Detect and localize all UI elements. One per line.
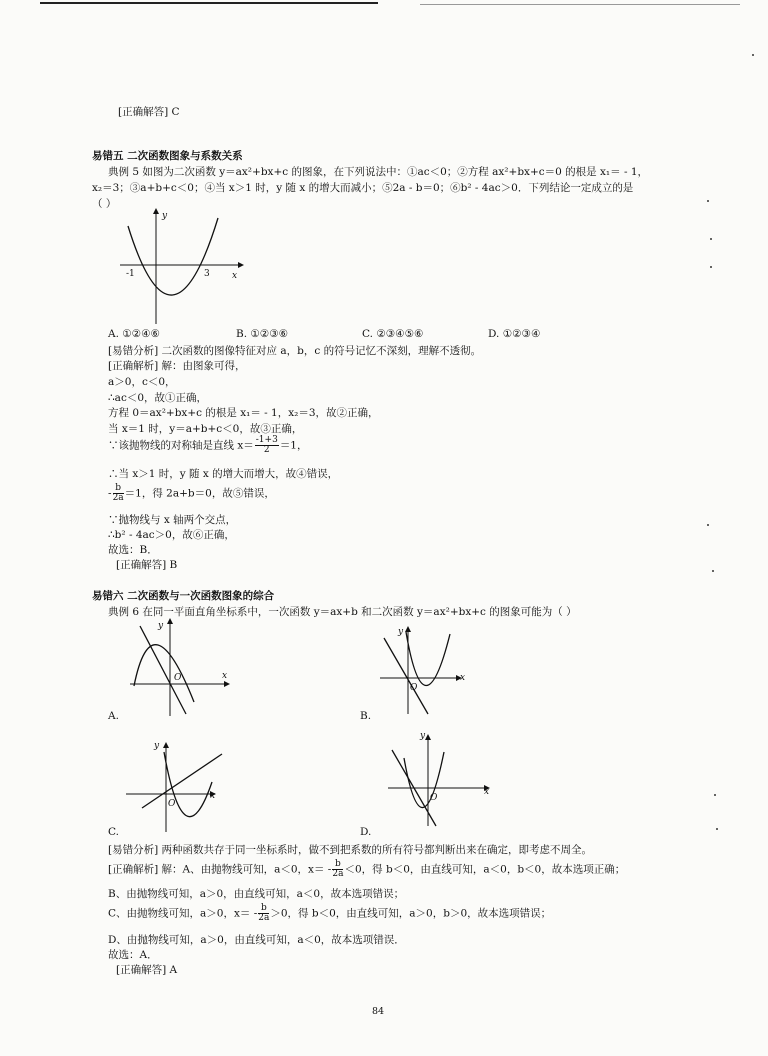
solution6-a: [108, 860, 625, 879]
scan-dot: [712, 570, 714, 572]
option-c: C. ②③④⑤⑥: [362, 328, 424, 340]
graph-c: [124, 736, 234, 836]
section5-heading: 易错五 二次函数图象与系数关系: [92, 150, 243, 162]
analysis-5: [易错分析] 二次函数的图像特征对应 a，b，c 的符号记忆不深刻，理解不透彻。: [108, 345, 482, 357]
problem5-line-1: 典例 5 如图为二次函数 y＝ax²+bx+c 的图象，在下列说法中：①ac＜0；②方程 ax²+bx+c＝0 的根是 x₁＝ - 1，: [108, 166, 649, 178]
scan-dot: [710, 238, 712, 240]
scan-edge-top: [40, 2, 378, 4]
sol-c-post: ＞0，得 b＜0，由直线可知，a＞0，b＞0，故本选项错误；: [270, 907, 552, 920]
sol-a-post: ＜0，得 b＜0，由直线可知，a＜0，b＜0，故本选项正确；: [344, 863, 626, 876]
origin-label: O: [168, 799, 176, 809]
solution5-increase: ∴当 x＞1 时，y 随 x 的增大而增大，故④错误，: [108, 468, 339, 480]
y-arrow: [425, 734, 431, 740]
solution5-line-5: 当 x＝1 时，y＝a+b+c＜0，故③正确，: [108, 423, 303, 435]
scan-edge-right: [420, 4, 740, 5]
x-label: x: [210, 791, 216, 801]
x-label: x: [232, 271, 238, 281]
axis-line-pre: ∵该抛物线的对称轴是直线 x＝: [108, 439, 254, 452]
parabola: [406, 632, 450, 686]
axis-line-post: ＝1，: [279, 439, 308, 452]
y-arrow: [167, 618, 173, 624]
b2a-pre: -: [108, 487, 112, 500]
option-a: A. ①②④⑥: [108, 328, 160, 340]
y-label: y: [420, 731, 426, 741]
b2a-fraction: [113, 484, 124, 503]
b2a-den: 2a: [112, 493, 124, 503]
sol-a-den: 2a: [332, 869, 344, 879]
parabola: [128, 218, 218, 295]
y-arrow: [405, 626, 411, 632]
y-label: y: [398, 627, 404, 637]
solution5-tail-3: 故选：B．: [108, 544, 158, 556]
origin-label: O: [410, 683, 418, 693]
solution5-tail-1: ∵抛物线与 x 轴两个交点，: [108, 514, 237, 526]
sol-a-fraction: [332, 860, 343, 879]
graph-a: [128, 618, 238, 718]
answer-5: [正确解答] B: [116, 559, 178, 571]
choice-label-a: A.: [108, 710, 119, 722]
solution6-c: [108, 904, 551, 923]
scan-dot: [752, 54, 754, 56]
choice-label-d: D.: [360, 826, 372, 838]
scan-dot: [710, 266, 712, 268]
problem6: 典例 6 在同一平面直角坐标系中，一次函数 y＝ax+b 和二次函数 y＝ax²+bx+c 的图象可能为（ ）: [108, 606, 577, 618]
parabola-graph-5: [110, 208, 240, 328]
line: [384, 638, 428, 714]
origin-label: O: [430, 793, 438, 803]
b2a-num: b: [113, 484, 124, 494]
solution5-line-2: a＞0，c＜0，: [108, 376, 176, 388]
analysis-6: [易错分析] 两种函数共存于同一坐标系时，做不到把系数的所有符号都判断出来在确定，即考虑不周全。: [108, 844, 593, 856]
choice-label-b: B.: [360, 710, 372, 722]
b-over-2a-line: [108, 484, 275, 503]
option-b: B. ①②③⑥: [236, 328, 289, 340]
x-arrow: [224, 681, 230, 687]
y-label: y: [154, 741, 160, 751]
section6-heading: 易错六 二次函数与一次函数图象的综合: [92, 590, 275, 602]
parabola: [404, 752, 444, 808]
origin-label: O: [174, 673, 182, 683]
graph-b: [376, 618, 486, 718]
page-number: 84: [372, 1006, 385, 1017]
answer-6: [正确解答] A: [116, 964, 178, 976]
solution5-tail-2: ∴b² - 4ac＞0，故⑥正确，: [108, 529, 235, 541]
graph-d: [384, 730, 504, 830]
solution6-d: D、由抛物线可知，a＞0，由直线可知，a＜0，故本选项错误．: [108, 934, 405, 946]
y-arrow: [163, 742, 169, 748]
x-label: x: [460, 673, 466, 683]
axis-fraction: [255, 436, 279, 455]
solution5-line-1: [正确解析] 解：由图象可得，: [108, 360, 246, 372]
solution6-choose: 故选：A．: [108, 949, 158, 961]
sol-c-num: b: [258, 904, 269, 914]
scan-dot: [707, 200, 709, 202]
b2a-post: ＝1，得 2a+b＝0，故⑤错误，: [124, 487, 275, 500]
axis-of-symmetry-line: [108, 436, 308, 455]
sol-c-den: 2a: [258, 913, 270, 923]
sol-c-fraction: [258, 904, 269, 923]
solution5-line-4: 方程 0＝ax²+bx+c 的根是 x₁＝ - 1，x₂＝3，故②正确，: [108, 407, 379, 419]
y-label: y: [158, 621, 164, 631]
x-arrow: [238, 262, 244, 268]
scan-dot: [707, 524, 709, 526]
parabola: [134, 645, 194, 702]
y-arrow: [153, 208, 159, 214]
axis-frac-den: 2: [263, 445, 270, 455]
solution5-line-3: ∴ac＜0，故①正确，: [108, 392, 208, 404]
choice-label-c: C.: [108, 826, 119, 838]
scan-dot: [716, 828, 718, 830]
y-label: y: [162, 211, 168, 221]
solution6-b: B、由抛物线可知，a＞0，由直线可知，a＜0，故本选项错误；: [108, 888, 405, 900]
sol-c-pre: C、由抛物线可知，a＞0，x＝ -: [108, 907, 258, 920]
x-label: x: [484, 787, 490, 797]
right-root-label: 3: [204, 269, 210, 279]
problem5-line-2: x₂＝3；③a+b+c＜0；④当 x＞1 时，y 随 x 的增大而减小；⑤2a - b＝0；⑥b² - 4ac＞0．下列结论一定成立的是: [92, 182, 634, 194]
axis-frac-num: -1+3: [255, 435, 278, 445]
previous-answer: [正确解答] C: [118, 106, 180, 118]
scan-dot: [714, 794, 716, 796]
left-root-label: -1: [126, 269, 135, 279]
x-label: x: [222, 671, 228, 681]
sol-a-pre: [正确解析] 解：A、由抛物线可知，a＜0，x＝ -: [108, 863, 332, 876]
problem5-line-3: （ ）: [92, 198, 117, 210]
sol-a-num: b: [332, 860, 343, 870]
option-d: D. ①②③④: [488, 328, 541, 340]
